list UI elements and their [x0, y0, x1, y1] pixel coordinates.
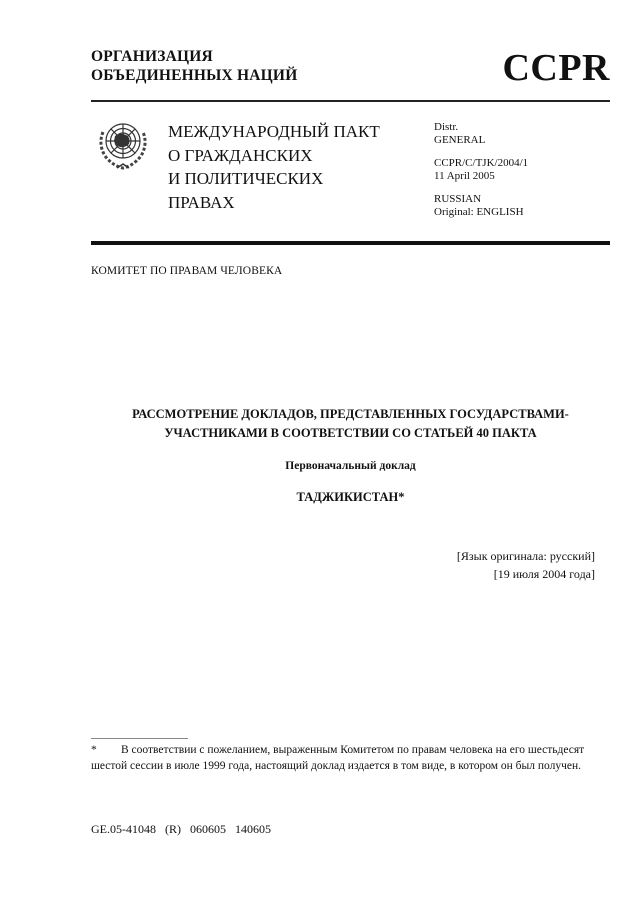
distr-value: GENERAL [434, 134, 486, 146]
document-language: RUSSIAN [434, 193, 482, 205]
document-date: 11 April 2005 [434, 170, 495, 182]
document-subtitle: Первоначальный доклад [285, 460, 416, 472]
un-emblem-icon [93, 114, 153, 174]
covenant-title [168, 120, 380, 214]
document-title [91, 405, 610, 443]
original-language: Original: ENGLISH [434, 206, 524, 218]
footnote-marker: * [91, 744, 97, 756]
covenant-line-1: МЕЖДУНАРОДНЫЙ ПАКТ [168, 122, 380, 141]
report-date: [19 июля 2004 года] [493, 566, 595, 581]
footnote [91, 742, 596, 774]
title-line-2: УЧАСТНИКАМИ В СООТВЕТСТВИИ СО СТАТЬЕЙ 40 ПАКТА [164, 426, 537, 440]
document-symbol: CCPR/C/TJK/2004/1 [434, 157, 529, 169]
original-language-note: [Язык оригинала: русский] [456, 549, 595, 563]
title-line-1: РАССМОТРЕНИЕ ДОКЛАДОВ, ПРЕДСТАВЛЕННЫХ ГОСУДАРСТВАМИ- [132, 407, 569, 421]
country-name: ТАДЖИКИСТАН* [296, 490, 405, 504]
series-symbol: CCPR [502, 47, 610, 89]
footnote-text: В соответствии с пожеланием, выраженным Комитетом по правам человека на его шестьдесят шестой сессии в июле 1999 года, настоящий доклад издается в том виде, в котором он был получен. [91, 744, 585, 772]
header-rule-top [91, 100, 610, 102]
header-rule-bottom [91, 241, 610, 245]
covenant-line-2: О ГРАЖДАНСКИХ [168, 145, 313, 165]
organization-name [91, 47, 297, 85]
distr-label: Distr. [434, 121, 459, 133]
covenant-line-3: И ПОЛИТИЧЕСКИХ [168, 169, 324, 188]
document-number: GE.05-41048 (R) 060605 140605 [91, 822, 271, 836]
footnote-separator [91, 738, 188, 739]
organization-line-2: ОБЪЕДИНЕННЫХ НАЦИЙ [91, 67, 298, 84]
distribution-block [434, 121, 528, 219]
covenant-line-4: ПРАВАХ [168, 192, 235, 212]
committee-name: КОМИТЕТ ПО ПРАВАМ ЧЕЛОВЕКА [91, 265, 283, 277]
report-meta [457, 548, 595, 583]
organization-line-1: ОРГАНИЗАЦИЯ [91, 48, 213, 65]
